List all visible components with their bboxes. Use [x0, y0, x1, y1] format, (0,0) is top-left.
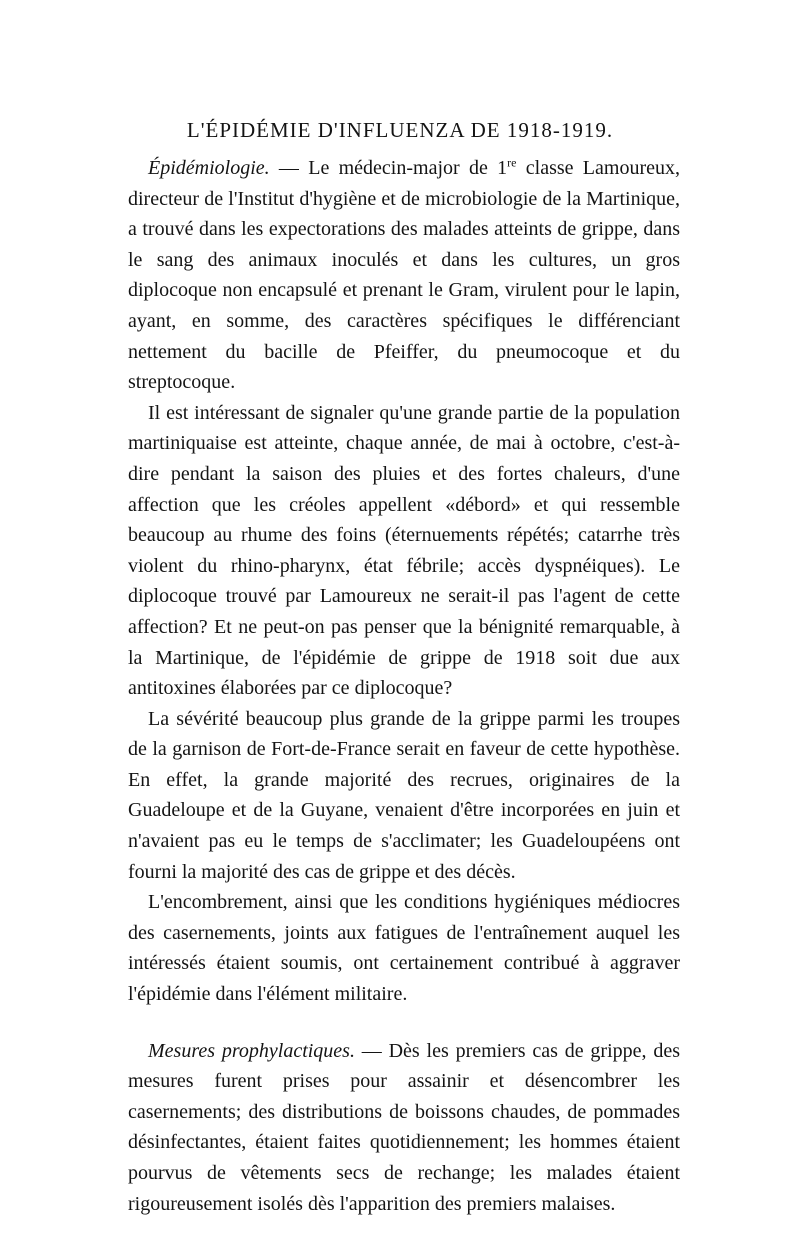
paragraph-text: Le médecin-major de 1	[308, 157, 508, 179]
paragraph-debord: Il est intéressant de signaler qu'une grande partie de la population martiniquaise est atteinte, chaque année, de mai à octobre, c'est-à-dire pendant la saison des pluies et des fortes chaleurs, d'une affection que les créoles appellent «débord» et qui ressemble beaucoup au rhume des foins (éternuements répétés; catarrhe très violent du rhino-pharynx, état fébrile; accès dyspnéiques). Le diplocoque trouvé par Lamoureux ne serait-il pas l'agent de cette affection? Et ne peut-on pas penser que la bénignité remarquable, à la Martinique, de l'épidémie de grippe de 1918 soit due aux antitoxines élaborées par ce diplocoque?	[128, 401, 680, 700]
paragraph-prophylaxis	[128, 1036, 680, 1220]
superscript: re	[507, 155, 517, 170]
paragraph-text: classe Lamoureux, directeur de l'Institut d'hygiène et de microbiologie de la Martinique, a trouvé dans les expectorations des malades atteints de grippe, dans le sang des animaux inoculés et dans les cultures, un gros diplocoque non encapsulé et prenant le Gram, virulent pour le lapin, ayant, en somme, des caractères spécifiques le différenciant nettement du bacille de Pfeiffer, du pneumocoque et du streptocoque.	[128, 157, 680, 394]
paragraph-text: Dès les premiers cas de grippe, des mesures furent prises pour assainir et désencombrer les casernements; des distributions de boissons chaudes, de pommades désinfectantes, étaient faites quotidiennement; les hommes étaient pourvus de vêtements secs de rechange; les malades étaient rigoureusement isolés dès l'apparition des premiers malaises.	[128, 1039, 680, 1215]
body-text	[128, 153, 680, 1219]
paragraph-epidemiology	[128, 153, 680, 398]
section-heading-epidemiology: Épidémiologie.	[148, 157, 270, 179]
section-heading-prophylaxis: Mesures prophylactiques.	[148, 1039, 355, 1062]
paragraph-overcrowding: L'encombrement, ainsi que les conditions hygiéniques médiocres des casernements, joints aux fatigues de l'entraînement auquel les intéressés étaient soumis, ont certainement contribué à aggraver l'épidémie dans l'élément militaire.	[128, 891, 680, 1006]
heading-dash: —	[269, 157, 309, 179]
running-head: L'ÉPIDÉMIE D'INFLUENZA DE 1918-1919.	[186, 118, 614, 142]
heading-dash: —	[354, 1039, 389, 1062]
paragraph-garrison: La sévérité beaucoup plus grande de la grippe parmi les troupes de la garnison de Fort-de-France serait en faveur de cette hypothèse. En effet, la grande majorité des recrues, originaires de la Guadeloupe et de la Guyane, venaient d'être incorporées en juin et n'avaient pas eu le temps de s'acclimater; les Guadeloupéens ont fourni la majorité des cas de grippe et des décès.	[128, 707, 680, 883]
